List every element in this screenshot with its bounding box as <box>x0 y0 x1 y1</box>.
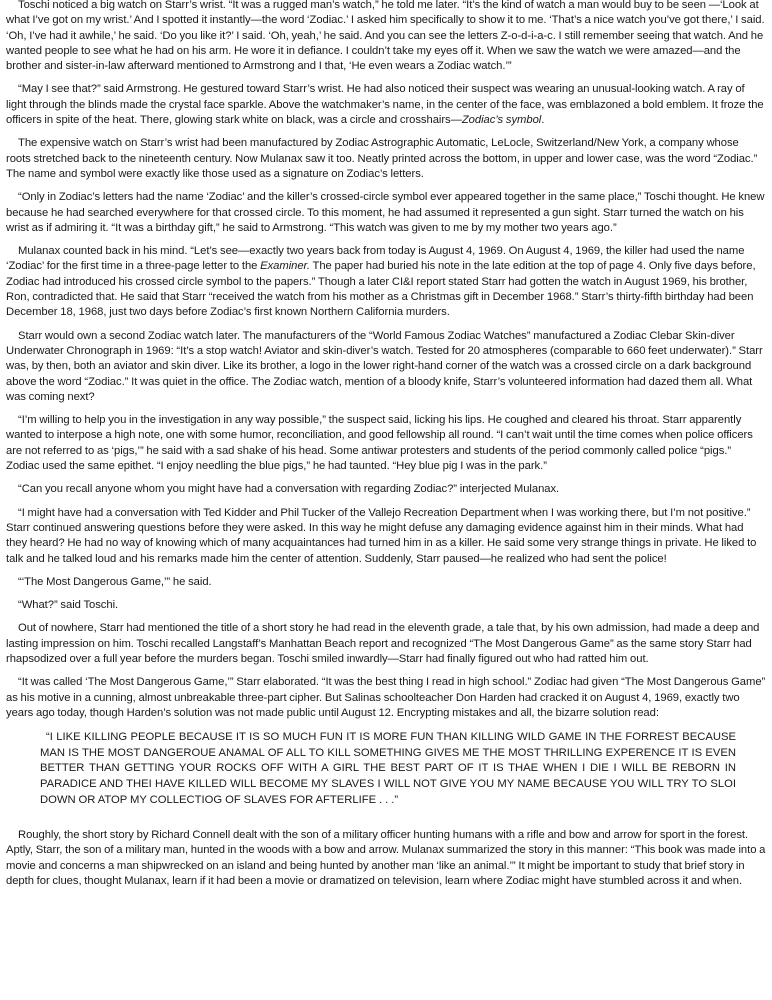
paragraph-text: The paper had buried his note in the late edition at the top of page 4. Only five days before, Zodiac had introduced his crossed circle symbol to the papers.” Though a later CI&I report stated Starr had gotten the watch in August 1969, his brother, Ron, contradicted that. He said that Starr “received the watch from his mother as a Christmas gift in December 1968.” Starr’s thirty-fifth birthday had been December 18, 1968, just two days before Zodiac’s first known Northern California murders. <box>6 260 756 319</box>
paragraph-text: . <box>541 114 545 127</box>
paragraph-mulanax-counts <box>6 244 766 320</box>
paragraph-mulanax-question: “Can you recall anyone whom you might have had a conversation with regarding Zodiac?” interjected Mulanax. <box>18 483 560 496</box>
paragraph-most-dangerous-game: “‘The Most Dangerous Game,’” he said. <box>18 575 212 588</box>
paragraph-watch-noticed: Toschi noticed a big watch on Starr’s wrist. “It was a rugged man’s watch,” he told me later. “It’s the kind of watch a man would buy to be seen —‘Look at what I’ve got on my wrist.’ And I spotted it instantly—the word ‘Zodiac.’ I asked him specifically to show it to me. ‘That’s a nice watch you’ve got there,’ I said. ‘Oh, I’ve had it awhile,’ he said. ‘Do you like it?’ I said. ‘Oh, yeah,’ he said. And you can see the letters Z-o-d-i-a-c. I still remember seeing that watch. And he wanted people to see what he had on his arm. He wore it in defiance. I couldn’t take my eyes off it. When we saw the watch we were amazed—and the brother and sister-in-law afterward mentioned to Armstrong and I that, ‘He even wears a Zodiac watch.’” <box>6 0 765 73</box>
paragraph-text: Mulanax counted back in his mind. “Let’s see—exactly two years back from today is August 4, 1969. On August 4, 1969, the killer had used the name ‘Zodiac’ for the first time in a three-page letter to the <box>6 245 745 273</box>
paragraph-cipher-intro: “It was called ‘The Most Dangerous Game,’” Starr elaborated. “It was the best thing I read in high school.” Zodiac had given “The Most Dangerous Game” as his motive in a cunning, almost unbreakable three-part cipher. But Salinas schoolteacher Don Harden had cracked it on August 4, 1969, exactly two years ago today, though Harden’s solution was not made public until August 12. Encrypting mistakes and all, the bizarre solution read: <box>6 676 766 719</box>
paragraph-toschi-what: “What?” said Toschi. <box>18 599 119 612</box>
cipher-solution-quote: “I LIKE KILLING PEOPLE BECAUSE IT IS SO MUCH FUN IT IS MORE FUN THAN KILLING WILD GAME IN THE FORREST BECAUSE MAN IS THE MOST DANGEROUE ANAMAL OF ALL TO KILL SOMETHING GIVES ME THE MOST THRILLING EXPERENCE IT IS EVEN BETTER THAN GETTING YOUR ROCKS OFF WITH A GIRL THE BEST PART OF IT IS THAE WHEN I DIE I WILL BE REBORN IN PARADICE AND THEI HAVE KILLED WILL BECOME MY SLAVES I WILL NOT GIVE YOU MY NAME BECAUSE YOU WILL TRY TO SLOI DOWN OR ATOP MY COLLECTIOG OF SLAVES FOR AFTERLIFE . . .” <box>40 731 736 806</box>
paragraph-crossed-circle: “Only in Zodiac’s letters had the name ‘Zodiac’ and the killer’s crossed-circle symbol ever appeared together in the same place,” Toschi thought. He knew because he had searched everywhere for that crossed circle. To this moment, he had assumed it represented a gun sight. Starr turned the watch on his wrist as if admiring it. “It was a birthday gift,” he said to Armstrong. “This watch was given to me by my mother two years ago.” <box>6 191 765 234</box>
paragraph-text: “May I see that?” said Armstrong. He gestured toward Starr’s wrist. He had also noticed their suspect was wearing an unusual-looking watch. A ray of light through the blinds made the crystal face sparkle. Above the watchmaker’s name, in the center of the face, was emblazoned a bold emblem. It froze the officers in spite of the heat. There, glowing stark white on black, was a circle and crosshairs— <box>6 83 764 127</box>
emphasis-text: Zodiac’s symbol <box>461 114 542 127</box>
paragraph-armstrong-asks <box>6 82 766 128</box>
emphasis-text: Examiner. <box>260 260 310 273</box>
paragraph-short-story: Out of nowhere, Starr had mentioned the title of a short story he had read in the eleventh grade, a tale that, by his own admission, had made a deep and lasting impression on him. Toschi recalled Langstaff’s Manhattan Beach report and recognized “The Most Dangerous Game” as the same story Starr had rhapsodized over a full year before the murders began. Toschi smiled inwardly—Starr had finally figured out who had ratted him out. <box>6 622 760 665</box>
paragraph-second-watch: Starr would own a second Zodiac watch later. The manufacturers of the “World Famous Zodiac Watches” manufactured a Zodiac Clebar Skin-diver Underwater Chronograph in 1969: “It’s a stop watch! Aviator and skin-diver’s watch. Tested for 20 atmospheres (comparable to 660 feet underwater).” Starr was, by then, both an aviator and skin diver. Like its brother, a logo in the lower right-hand corner of the watch was a crossed circle on a dark background above the word “Zodiac.” It was quiet in the office. The Zodiac watch, mention of a bloody knife, Starr’s volunteered information had dazed them all. What was coming next? <box>6 329 763 403</box>
paragraph-pigs-remark: “I’m willing to help you in the investigation in any way possible,” the suspect said, licking his lips. He coughed and cleared his throat. Starr apparently wanted to interpose a high note, one with some humor, reconciliation, and good fellowship all round. “I can’t wait until the time comes when police officers are not referred to as ‘pigs,’” he said with a sad shake of his head. Some antiwar protesters and students of the period commonly called police “pigs.” Zodiac used the same epithet. “I enjoy needling the blue pigs,” he had taunted. “Hey blue pig I was in the park.” <box>6 414 753 473</box>
paragraph-story-summary: Roughly, the short story by Richard Connell dealt with the son of a military officer hunting humans with a rifle and bow and arrow for sport in the forest. Aptly, Starr, the son of a military man, hunted in the woods with a bow and arrow. Mulanax summarized the story in this manner: “This book was made into a movie and concerns a man shipwrecked on an island and being hunted by another man ‘like an animal.’” It might be important to study that brief story in depth for clues, thought Mulanax, learn if it had been a movie or dramatized on television, learn where Zodiac might have stumbled across it and when. <box>6 829 766 888</box>
paragraph-watch-manufacturer: The expensive watch on Starr’s wrist had been manufactured by Zodiac Astrographic Automatic, LeLocle, Switzerland/New York, a company whose roots stretched back to the nineteenth century. Now Mulanax saw it too. Neatly printed across the bottom, in upper and lower case, was the word “Zodiac.” The name and symbol were exactly like those used as a signature on Zodiac’s letters. <box>6 137 758 180</box>
paragraph-starr-answers: “I might have had a conversation with Ted Kidder and Phil Tucker of the Vallejo Recreation Department when I was working there, but I’m not positive.” Starr continued answering questions before they were asked. In this way he might defuse any damaging evidence against him in their minds. What had they heard? He had no way of knowing which of many acquaintances had turned him in as a killer. He said some very strange things in private. He liked to talk and he talked loud and his remarks made him the center of attention. Suddenly, Starr paused—he realized who had sent the police! <box>6 506 757 565</box>
